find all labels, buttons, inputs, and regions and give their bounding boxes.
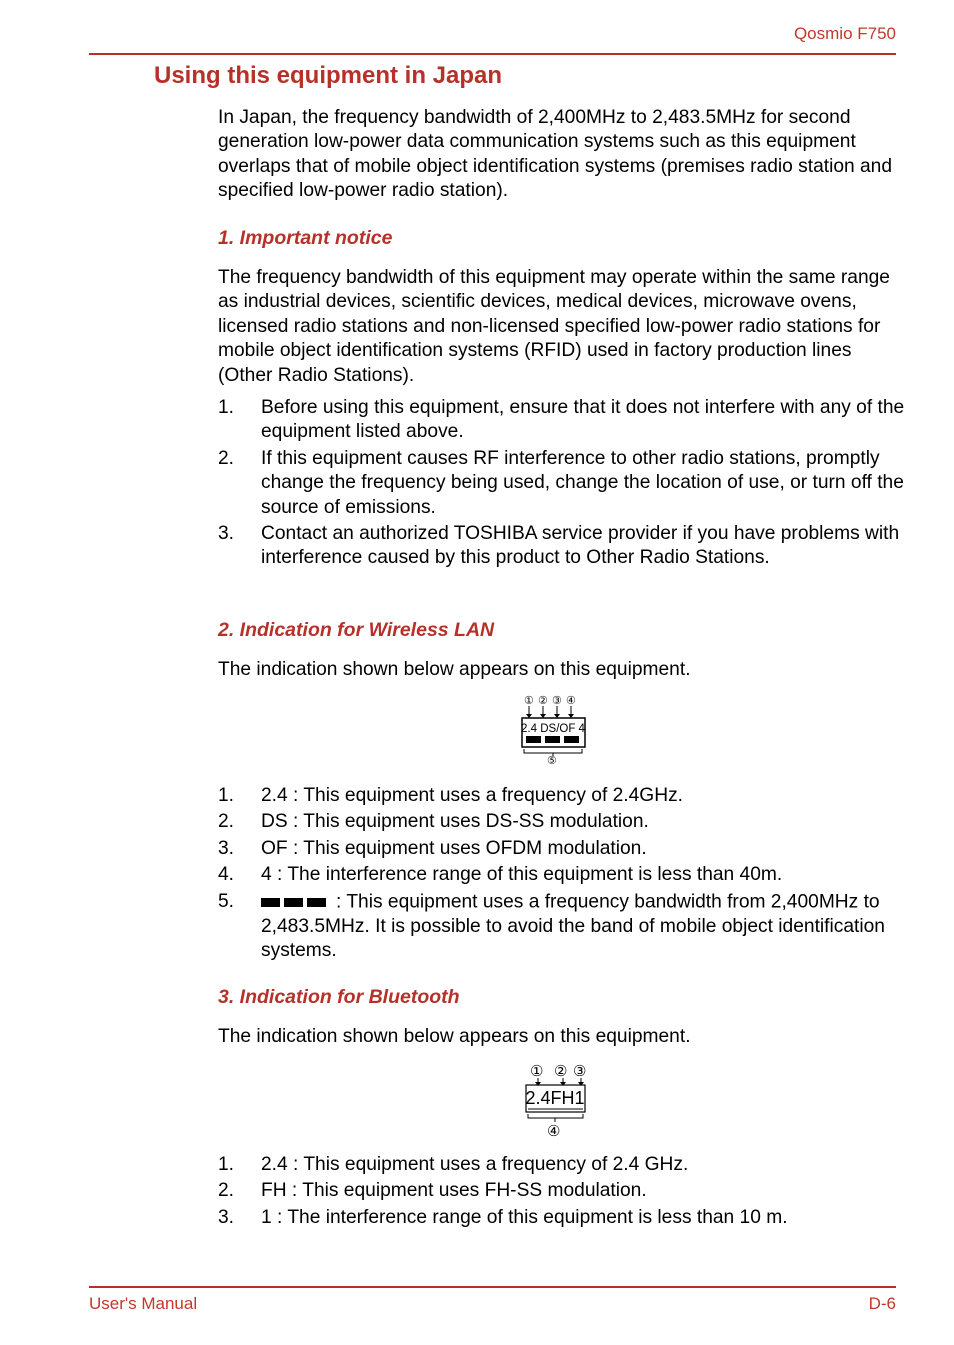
list-number: 5.	[218, 891, 235, 912]
wlan-marker-3: ③	[552, 695, 562, 707]
list-number: 1.	[218, 785, 235, 806]
wlan-marker-5: ⑤	[547, 755, 557, 766]
list-number: 1.	[218, 1154, 235, 1175]
list-item	[218, 1179, 908, 1203]
list-text: : This equipment uses a frequency bandwidth from 2,400MHz to 2,483.5MHz. It is possible to avoid the band of mobile object identification systems.	[261, 891, 885, 962]
list-text: FH : This equipment uses FH-SS modulation.	[261, 1180, 647, 1201]
footer-divider	[89, 1286, 896, 1288]
bt-label-code: 2.4FH1	[525, 1088, 585, 1108]
bandwidth-bars-icon	[261, 890, 330, 914]
list-item	[218, 447, 908, 520]
wlan-paragraph: The indication shown below appears on this equipment.	[218, 659, 691, 680]
wlan-heading: 2. Indication for Wireless LAN	[218, 619, 495, 641]
footer-page-number: D-6	[868, 1294, 896, 1313]
list-number: 2.	[218, 448, 235, 469]
list-number: 2.	[218, 811, 235, 832]
wlan-indication-label	[518, 690, 590, 766]
list-item	[218, 810, 908, 834]
footer-manual-title: User's Manual	[89, 1294, 198, 1313]
list-item	[218, 863, 908, 887]
list-text: 1 : The interference range of this equipment is less than 10 m.	[261, 1207, 788, 1228]
wlan-marker-2: ②	[538, 695, 548, 707]
bt-marker-3: ③	[573, 1063, 587, 1080]
list-item	[218, 522, 908, 571]
wlan-marker-1: ①	[524, 695, 534, 707]
wlan-marker-4: ④	[566, 695, 576, 707]
list-item	[218, 784, 908, 808]
list-item	[218, 1153, 908, 1177]
header-title: Qosmio F750	[793, 24, 896, 43]
wlan-label-code: 2.4 DS/OF 4	[521, 723, 585, 735]
list-text: Before using this equipment, ensure that it does not interfere with any of the equipment listed above.	[261, 397, 905, 443]
header-divider	[89, 53, 896, 55]
bt-marker-4: ④	[547, 1123, 561, 1140]
notice-heading: 1. Important notice	[218, 227, 393, 249]
list-item	[218, 837, 908, 861]
bt-marker-2: ②	[554, 1063, 568, 1080]
list-text-with-bars	[261, 890, 908, 964]
list-number: 3.	[218, 523, 235, 544]
list-number: 4.	[218, 864, 235, 885]
list-text: Contact an authorized TOSHIBA service provider if you have problems with interference caused by this product to Other Radio Stations.	[261, 523, 900, 569]
list-number: 3.	[218, 838, 235, 859]
list-text: DS : This equipment uses DS-SS modulation.	[261, 811, 649, 832]
list-text: 4 : The interference range of this equipment is less than 40m.	[261, 864, 783, 885]
bluetooth-heading: 3. Indication for Bluetooth	[218, 986, 460, 1008]
list-text: OF : This equipment uses OFDM modulation.	[261, 838, 647, 859]
list-number: 1.	[218, 397, 235, 418]
notice-paragraph: The frequency bandwidth of this equipment may operate within the same range as industrial devices, scientific devices, medical devices, microwave ovens, licensed radio stations and non-licensed specified low-power radio stations for mobile object identification systems (RFID) used in factory production lines (Other Radio Stations).	[218, 267, 890, 386]
list-text: 2.4 : This equipment uses a frequency of 2.4 GHz.	[261, 1154, 689, 1175]
list-item	[218, 396, 908, 445]
list-number: 2.	[218, 1180, 235, 1201]
bluetooth-paragraph: The indication shown below appears on this equipment.	[218, 1026, 691, 1047]
intro-paragraph: In Japan, the frequency bandwidth of 2,400MHz to 2,483.5MHz for second generation low-power data communication systems such as this equipment overlaps that of mobile object identification systems (premises radio station and specified low-power radio station).	[218, 107, 893, 202]
list-item	[218, 1206, 908, 1230]
section-title: Using this equipment in Japan	[154, 62, 503, 89]
list-number: 3.	[218, 1207, 235, 1228]
bluetooth-indication-label	[520, 1058, 590, 1140]
list-text: If this equipment causes RF interference to other radio stations, promptly change the frequency being used, change the location of use, or turn off the source of emissions.	[261, 448, 904, 518]
list-text: 2.4 : This equipment uses a frequency of 2.4GHz.	[261, 785, 684, 806]
list-item	[218, 890, 908, 964]
bt-marker-1: ①	[530, 1063, 544, 1080]
